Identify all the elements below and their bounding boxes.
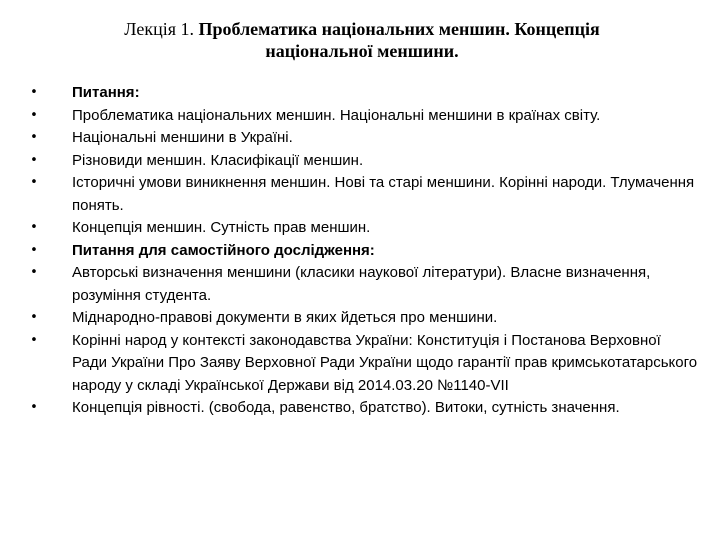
slide-title bbox=[80, 18, 644, 62]
list-item bbox=[28, 217, 698, 240]
bullet-dot-icon: • bbox=[30, 242, 38, 258]
bullet-list bbox=[28, 82, 698, 420]
bullet-dot-icon: • bbox=[30, 130, 38, 145]
list-item-text: Різновиди меншин. Класифікації меншин. bbox=[72, 151, 364, 169]
list-item-text: Міднародно-правові документи в яких йдеться про меншини. bbox=[72, 309, 498, 326]
list-item-text: Питання: bbox=[72, 84, 140, 101]
list-item bbox=[28, 397, 698, 420]
list-item bbox=[28, 127, 698, 150]
list-item bbox=[28, 307, 698, 330]
bullet-dot-icon: • bbox=[30, 265, 38, 280]
list-item-text: Концепція рівності. (свобода, равенство, братство). Витоки, сутність значення. bbox=[72, 399, 620, 416]
bullet-dot-icon: • bbox=[30, 152, 38, 168]
list-item bbox=[28, 105, 698, 128]
list-item-text: Історичні умови виникнення меншин. Нові та старі меншини. Корінні народи. Тлумачення понять. bbox=[72, 174, 695, 214]
bullet-dot-icon: • bbox=[30, 332, 38, 348]
list-item-text: Авторські визначення меншини (класики наукової літератури). Власне визначення, розуміння студента. bbox=[72, 264, 651, 304]
list-item-text: Національні меншини в Україні. bbox=[72, 129, 293, 146]
list-item bbox=[28, 172, 698, 217]
list-item-text: Питання для самостійного дослідження: bbox=[72, 241, 375, 259]
bullet-dot-icon: • bbox=[30, 310, 38, 325]
bullet-dot-icon: • bbox=[30, 85, 38, 100]
list-item-text: Корінні народ у контексті законодавства України: Конституція і Постанова Верховної Ради України Про Заяву Верховної Ради України щодо гарантії прав кримськотатарського народу у складі Української Держави від 2014.03.20 №1140-VII bbox=[72, 331, 698, 394]
title-prefix: Лекція 1. bbox=[124, 19, 199, 39]
list-item-text: Концепція меншин. Сутність прав меншин. bbox=[72, 219, 371, 236]
bullet-dot-icon: • bbox=[30, 175, 38, 190]
list-item bbox=[28, 82, 698, 105]
list-item bbox=[28, 330, 698, 398]
list-item bbox=[28, 150, 698, 173]
list-item bbox=[28, 240, 698, 263]
title-main: Проблематика національних меншин. Концепція національної меншини. bbox=[198, 19, 600, 61]
bullet-dot-icon: • bbox=[30, 220, 38, 235]
bullet-dot-icon: • bbox=[30, 107, 38, 123]
list-item-text: Проблематика національних меншин. Національні меншини в країнах світу. bbox=[72, 106, 601, 124]
bullet-dot-icon: • bbox=[30, 400, 38, 415]
list-item bbox=[28, 262, 698, 307]
